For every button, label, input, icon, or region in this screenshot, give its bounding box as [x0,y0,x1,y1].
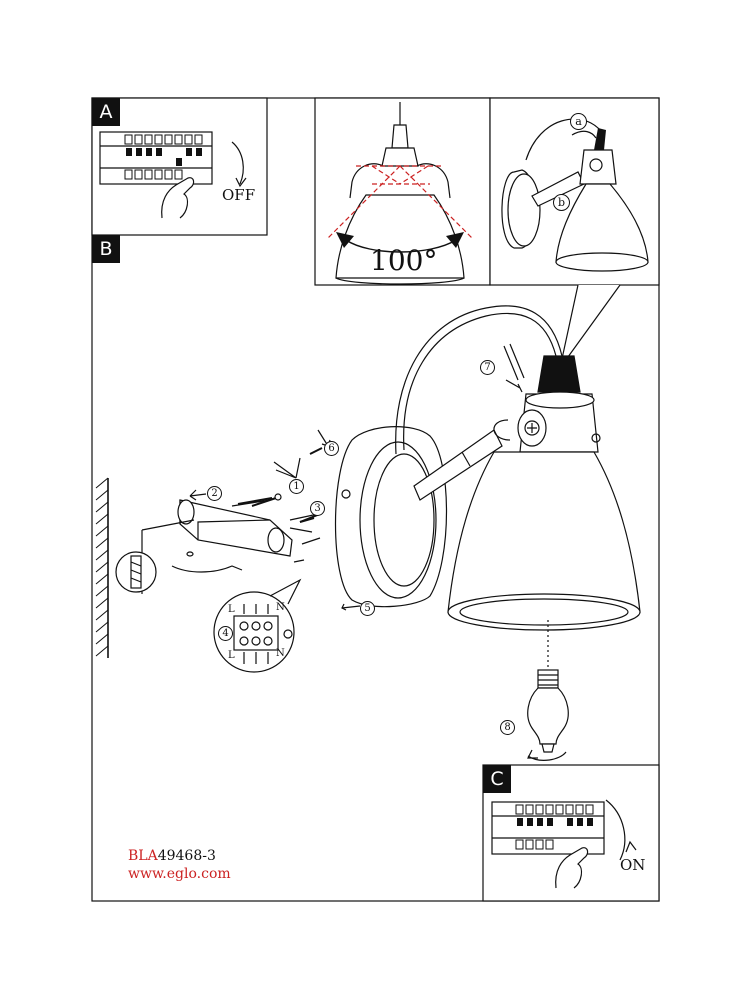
panel-label-b: B [92,235,120,263]
step-6-marker: 6 [324,441,339,456]
angle-marker-a: a [570,113,587,130]
step-5-marker: 5 [360,601,375,616]
product-code [128,848,216,864]
step-2-marker: 2 [207,486,222,501]
panel-label-c: C [483,765,511,793]
step-1-marker: 1 [289,479,304,494]
switch-on-label: ON [620,856,646,874]
switch-off-label: OFF [222,186,256,204]
mounting-bracket [142,498,320,594]
step-3-marker: 3 [310,501,325,516]
product-code-number: 49468-3 [157,848,216,864]
step-7-marker: 7 [480,360,495,375]
step-8-marker: 8 [500,720,515,735]
step-4-marker: 4 [218,626,233,641]
website-url: www.eglo.com [128,866,231,882]
drill-detail [116,552,156,592]
terminal-label-n-bottom: N [276,648,285,659]
bulb [528,620,569,760]
angle-label: 100° [370,244,438,277]
terminal-label-l-top: L [228,604,235,615]
wall-hatching [96,478,108,658]
angle-marker-b: b [553,194,570,211]
terminal-label-l-bottom: L [228,650,235,661]
terminal-label-n-top: N [276,602,285,613]
panel-label-a: A [92,98,120,126]
product-code-prefix: BLA [128,848,158,864]
